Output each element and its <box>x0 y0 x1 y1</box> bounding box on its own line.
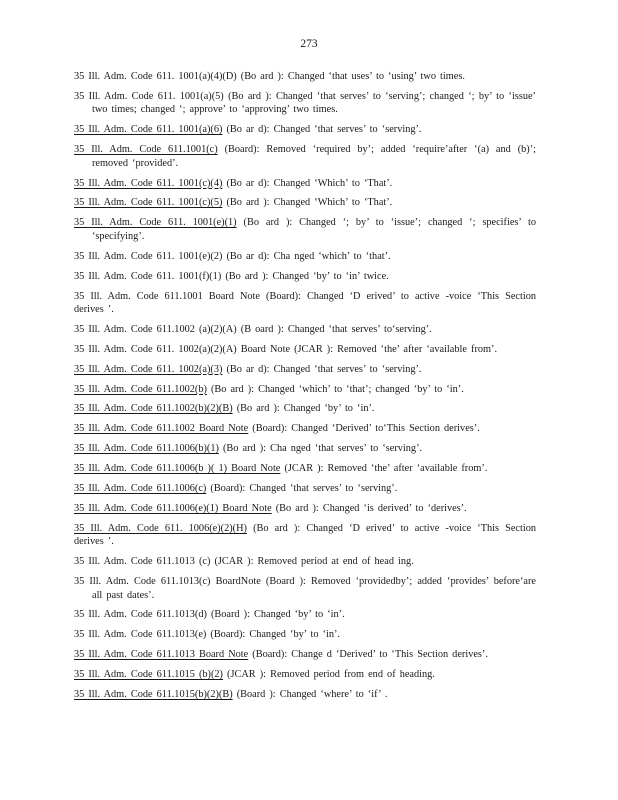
revision-entry <box>74 648 536 662</box>
code-citation: 35 Ill. Adm. Code 611. 1002(a)(3) <box>74 363 223 375</box>
code-citation: 35 Ill. Adm. Code 611.1002(b) <box>74 383 207 395</box>
code-citation: 35 Ill. Adm. Code 611.1015(b)(2)(B) <box>74 689 233 701</box>
revision-entry <box>74 323 536 337</box>
change-description: (Bo ar d): Changed ‘that serves’ to ‘serving’. <box>222 363 422 375</box>
change-description: Board Note (Board): Changed ‘D erived’ to active -voice ‘This Section derives ’. <box>74 290 536 316</box>
revision-entry <box>74 123 536 137</box>
revision-entry <box>74 668 536 682</box>
revision-entry <box>74 196 536 210</box>
change-description: (Board ): Changed ‘where’ to ‘if’ . <box>232 689 388 701</box>
change-description: (JCAR ): Removed period from end of heading. <box>222 669 435 681</box>
change-description: (Bo ar d): Changed ‘that serves’ to ‘serving’. <box>222 124 422 136</box>
change-description: (Board): Change d ‘Derived’ to ‘This Section derives’. <box>248 649 488 661</box>
revision-entry <box>74 90 536 117</box>
change-description: (Board): Changed ‘that serves’ to ‘serving’. <box>206 483 398 495</box>
revision-entry <box>74 502 536 516</box>
revision-entry <box>74 422 536 436</box>
code-citation: 35 Ill. Adm. Code 611. 1001(a)(4)(D) <box>74 71 237 82</box>
change-description: (Bo ard ): Changed ‘which’ to ‘that’; changed ‘by’ to ‘in’. <box>206 383 464 395</box>
change-description: (Bo ard ): Changed ‘by’ to ‘in’ twice. <box>221 270 389 282</box>
revision-entry <box>74 290 536 317</box>
revision-entry <box>74 402 536 416</box>
code-citation: 35 Ill. Adm. Code 611.1002 Board Note <box>74 423 249 435</box>
revision-entry <box>74 270 536 284</box>
revision-entry <box>74 250 536 264</box>
change-description: (a)(2)(A) (B oard ): Changed ‘that serves’ to‘serving’. <box>194 323 432 335</box>
code-citation: 35 Ill. Adm. Code 611.1013(d) <box>74 609 207 621</box>
code-citation: 35 Ill. Adm. Code 611.1013 (c) <box>74 556 211 568</box>
change-description: (Bo ard ): Changed ‘; by’ to ‘issue’; changed ‘; specifies’ to ‘specifying’. <box>92 217 536 242</box>
change-description: (Bo ard ): Changed ‘that uses’ to ‘using’ two times. <box>236 71 465 82</box>
change-description: (Bo ard ): Changed ‘Which’ to ‘That’. <box>222 197 393 209</box>
change-description: (Bo ard ): Changed ‘D erived’ to active -voice ‘This Section derives ’. <box>74 522 537 548</box>
revision-entry <box>74 383 536 397</box>
revision-entry <box>74 522 536 549</box>
code-citation: 35 Ill. Adm. Code 611. 1001(f)(1) <box>74 270 222 282</box>
change-description: (Bo ard ): Changed ‘that serves’ to ‘serving’; changed ‘; by’ to ‘issue’ two times; changed ‘; approve’ to ‘approving’ two times. <box>92 90 536 116</box>
code-citation: 35 Ill. Adm. Code 611.1013(c) <box>74 576 211 588</box>
code-citation: 35 Ill. Adm. Code 611. 1001(a)(6) <box>74 124 223 136</box>
revision-entry <box>74 216 536 243</box>
code-citation: 35 Ill. Adm. Code 611.1015 (b)(2) <box>74 669 223 681</box>
revision-entry <box>74 70 536 84</box>
revision-entry <box>74 462 536 476</box>
code-citation: 35 Ill. Adm. Code 611. 1001(e)(2) <box>74 250 223 262</box>
change-description: (Board): Removed ‘required by’; added ‘require’after ‘(a) and (b)’; removed ‘provided’. <box>92 144 536 169</box>
code-citation: 35 Ill. Adm. Code 611.1002 <box>74 323 195 335</box>
revision-entry <box>74 482 536 496</box>
change-description: (Bo ard ): Changed ‘is derived’ to ‘derives’. <box>271 502 467 514</box>
change-description: (Board): Changed ‘Derived’ to‘This Section derives’. <box>248 423 480 435</box>
page-number: 273 <box>300 38 318 50</box>
revision-entry <box>74 628 536 642</box>
revision-entry <box>74 177 536 191</box>
code-citation: 35 Ill. Adm. Code 611. 1006(e)(2)(H) <box>74 522 247 534</box>
code-citation: 35 Ill. Adm. Code 611. 1001(c)(4) <box>74 177 223 189</box>
revision-entry <box>74 442 536 456</box>
change-description: (Bo ar d): Cha nged ‘which’ to ‘that’. <box>222 250 391 262</box>
revision-entry <box>74 143 536 170</box>
code-citation: 35 Ill. Adm. Code 611. 1001(c)(5) <box>74 197 223 209</box>
change-description: (Bo ar d): Changed ‘Which’ to ‘That’. <box>222 177 393 189</box>
revision-entry <box>74 555 536 569</box>
code-citation: 35 Ill. Adm. Code 611. 1001(a)(5) <box>74 90 224 102</box>
change-description: Board Note (JCAR ): Removed ‘the’ after ‘available from’. <box>236 343 498 355</box>
code-citation: 35 Ill. Adm. Code 611.1006(c) <box>74 483 207 495</box>
code-citation: 35 Ill. Adm. Code 611.1006(b )( 1) Board Note <box>74 463 281 475</box>
revision-entry <box>74 363 536 377</box>
change-description: (Bo ard ): Cha nged ‘that serves’ to ‘serving’. <box>218 443 423 455</box>
revision-entry <box>74 343 536 357</box>
change-description: (Board ): Changed ‘by’ to ‘in’. <box>206 609 345 621</box>
change-description: (JCAR ): Removed period at end of head ing. <box>210 556 414 568</box>
code-citation: 35 Ill. Adm. Code 611. 1001(e)(1) <box>74 217 237 229</box>
code-citation: 35 Ill. Adm. Code 611.1001(c) <box>74 144 218 156</box>
change-description: (Bo ard ): Changed ‘by’ to ‘in’. <box>232 403 375 415</box>
revision-entries <box>74 70 536 708</box>
code-citation: 35 Ill. Adm. Code 611. 1002(a)(2)(A) <box>74 343 237 355</box>
code-citation: 35 Ill. Adm. Code 611.1006(b)(1) <box>74 443 219 455</box>
code-citation: 35 Ill. Adm. Code 611.1002(b)(2)(B) <box>74 403 233 415</box>
change-description: BoardNote (Board ): Removed ‘providedby’; added ‘provides’ before‘are all past dates’. <box>92 576 536 601</box>
change-description: (JCAR ): Removed ‘the’ after ‘available from’. <box>280 463 488 475</box>
change-description: (Board): Changed ‘by’ to ‘in’. <box>206 629 341 641</box>
code-citation: 35 Ill. Adm. Code 611.1001 <box>74 290 203 302</box>
code-citation: 35 Ill. Adm. Code 611.1006(e)(1) Board Note <box>74 502 272 514</box>
revision-entry <box>74 608 536 622</box>
revision-entry <box>74 575 536 602</box>
revision-entry <box>74 688 536 702</box>
code-citation: 35 Ill. Adm. Code 611.1013 Board Note <box>74 649 249 661</box>
code-citation: 35 Ill. Adm. Code 611.1013(e) <box>74 629 207 641</box>
